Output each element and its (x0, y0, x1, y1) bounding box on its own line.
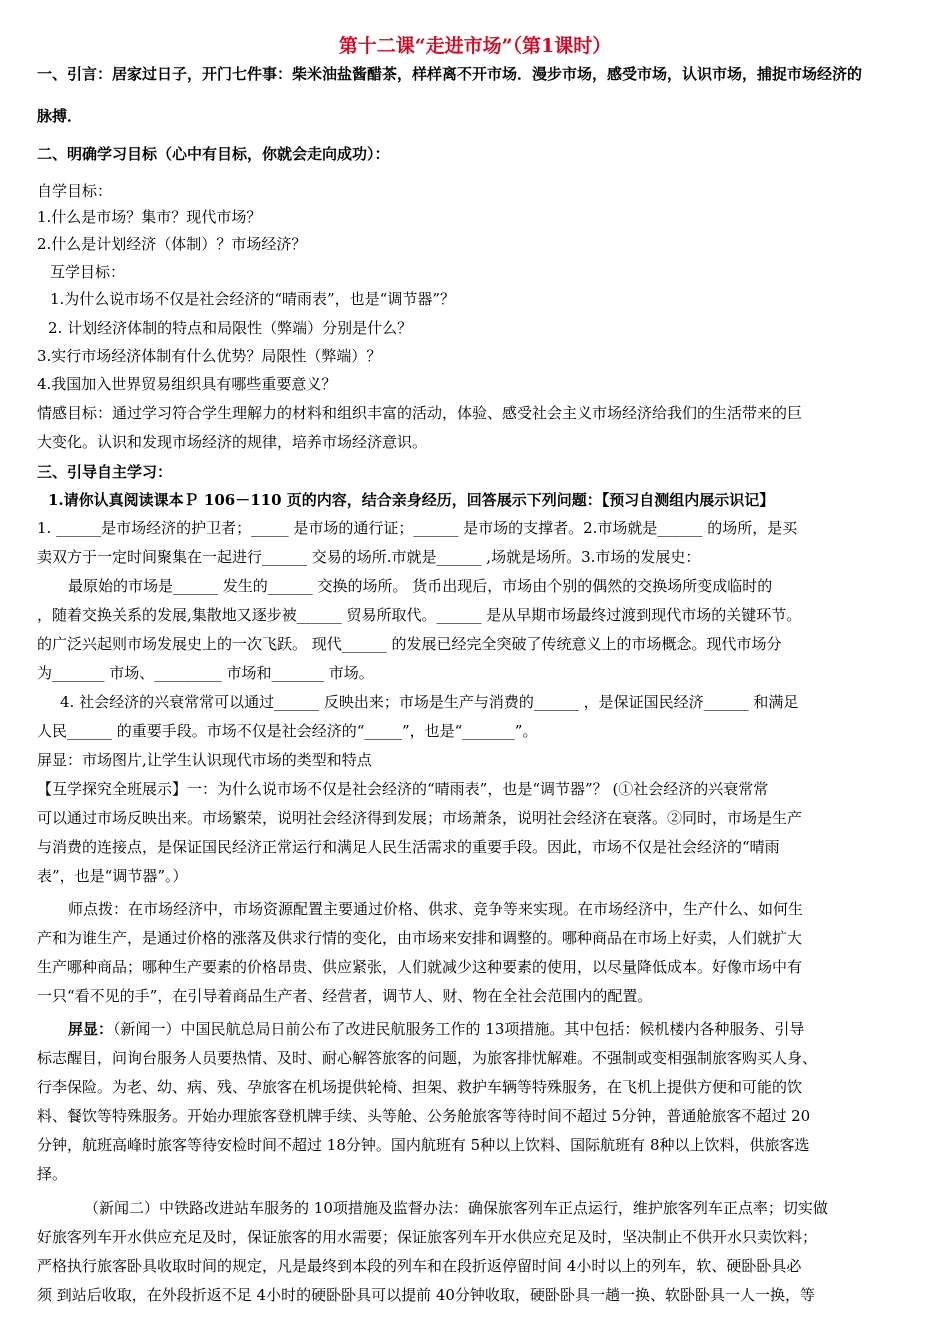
fill-in-line: ，随着交换关系的发展,集散地又逐步被______ 贸易所取代。______ 是从早期市场最终过渡到现代市场的关键环节。 (37, 606, 802, 624)
intro-paragraph-line: 脉搏． (37, 107, 83, 125)
news-one-line (68, 1019, 804, 1039)
teacher-guidance-line: 师点拨：在市场经济中，市场资源配置主要通过价格、供求、竞争等来实现。在市场经济中，生产什么、如何生 (68, 900, 804, 918)
news-one-text: （新闻一）中国民航总局日前公布了改进民航服务工作的 13项措施。其中包括：候机楼内各种服务、引导 (113, 1020, 805, 1038)
teacher-guidance-line: 一只“看不见的手”，在引导着商品生产者、经营者，调节人、财、物在全社会范围内的配置。 (37, 987, 653, 1005)
fill-in-line: 卖双方于一定时间聚集在一起进行______ 交易的场所.市就是______ ,场就是场所。3.市场的发展史： (37, 548, 701, 566)
teacher-guidance-line: 生产哪种商品；哪种生产要素的价格昂贵、供应紧张，人们就减少这种要素的使用，以尽量降低成本。好像市场中有 (37, 958, 803, 976)
news-one-line: 料、餐饮等特殊服务。开始办理旅客登机牌手续、头等舱、公务舱旅客等待时间不超过 5分钟，普通舱旅客不超过 20 (37, 1107, 811, 1125)
section-heading: 三、引导自主学习： (37, 463, 173, 481)
fill-in-line: 最原始的市场是______ 发生的______ 交换的场所。 货币出现后，市场由个别的偶然的交换场所变成临时的 (68, 577, 773, 595)
section-heading: 二、明确学习目标（心中有目标，你就会走向成功）： (37, 145, 390, 163)
fill-in-line: 4. 社会经济的兴衰常常可以通过______ 反映出来；市场是生产与消费的______ ，是保证国民经济______ 和满足 (60, 693, 799, 711)
self-study-goal-item: 2.什么是计划经济（体制）？市场经济？ (37, 235, 307, 253)
fill-in-line: 的广泛兴起则市场发展史上的一次飞跃。 现代______ 的发展已经完全突破了传统意义上的市场概念。现代市场分 (37, 635, 782, 653)
intro-paragraph-line: 一、引言：居家过日子，开门七件事：柴米油盐酱醋茶，样样离不开市场．漫步市场，感受市场，认识市场，捕捉市场经济的 (37, 65, 863, 83)
news-two-line: （新闻二）中铁路改进站车服务的 10项措施及监督办法：确保旅客列车正点运行，维护旅客列车正点率；切实做 (84, 1199, 828, 1217)
lesson-title: 第十二课“走进市场”（第1课时） (338, 35, 612, 57)
fill-in-line: 为_______ 市场、_________ 市场和_______ 市场。 (37, 664, 374, 682)
mutual-study-goal-item: 1.为什么说市场不仅是社会经济的“晴雨表”，也是“调节器”？ (50, 290, 455, 308)
explore-paragraph-line: 表”，也是“调节器”。） (37, 867, 188, 885)
screen-display-label: 屏显： (68, 1020, 114, 1038)
fill-in-line: 1. ______是市场经济的护卫者；_____ 是市场的通行证；______ 是市场的支撑者。2.市场就是______ 的场所，是买 (37, 519, 798, 537)
news-one-line: 标志醒目，问询台服务人员要热情、及时、耐心解答旅客的问题，为旅客排忧解难。不强制或变相强制旅客购买人身、 (37, 1049, 818, 1067)
fill-in-line: 人民______ 的重要手段。市场不仅是社会经济的“_____”，也是“_______”。 (37, 722, 538, 740)
mutual-study-goal-item: 4.我国加入世界贸易组织具有哪些重要意义？ (37, 375, 337, 393)
emotion-goal-line: 情感目标：通过学习符合学生理解力的材料和组织丰富的活动，体验、感受社会主义市场经济给我们的生活带来的巨 (37, 404, 803, 422)
task-heading: 1.请你认真阅读课本Ｐ 106－110 页的内容，结合亲身经历，回答展示下列问题：【预习自测组内展示识记】 (48, 491, 775, 509)
emotion-goal-line: 大变化。认识和发现市场经济的规律，培养市场经济意识。 (37, 433, 428, 451)
teacher-guidance-line: 产和为谁生产，是通过价格的涨落及供求行情的变化，由市场来安排和调整的。哪种商品在市场上好卖，人们就扩大 (37, 929, 803, 947)
mutual-study-goal-item: 2. 计划经济体制的特点和局限性（弊端）分别是什么？ (48, 319, 413, 337)
mutual-study-goals-label: 互学目标： (50, 263, 126, 281)
news-two-line: 好旅客列车开水供应充足及时，保证旅客的用水需要；保证旅客列车开水供应充足及时，坚决制止不供开水只卖饮料； (37, 1228, 818, 1246)
explore-paragraph-line: 可以通过市场反映出来。市场繁荣，说明社会经济得到发展；市场萧条，说明社会经济在衰落。②同时，市场是生产 (37, 809, 803, 827)
self-study-goal-item: 1.什么是市场？集市？现代市场？ (37, 208, 262, 226)
explore-paragraph-line: 【互学探究全班展示】一：为什么说市场不仅是社会经济的“晴雨表”，也是“调节器”？ (①社会经济的兴衰常常 (37, 780, 769, 798)
news-one-line: 分钟，航班高峰时旅客等待安检时间不超过 18分钟。国内航班有 5种以上饮料、国际航班有 8种以上饮料，供旅客选 (37, 1136, 810, 1154)
news-one-line: 择。 (37, 1165, 68, 1183)
mutual-study-goal-item: 3.实行市场经济体制有什么优势？局限性（弊端）？ (37, 347, 382, 365)
explore-paragraph-line: 与消费的连接点，是保证国民经济正常运行和满足人民生活需求的重要手段。因此，市场不仅是社会经济的“晴雨 (37, 838, 780, 856)
news-two-line: 须 到站后收取，在外段折返不足 4小时的硬卧卧具可以提前 40分钟收取，硬卧卧具一趟一换、软卧卧具一人一换，等 (37, 1286, 815, 1304)
screen-display-note: 屏显：市场图片,让学生认识现代市场的类型和特点 (37, 751, 372, 769)
news-two-line: 严格执行旅客卧具收取时间的规定，凡是最终到本段的列车和在段折返停留时间 4小时以上的列车，软、硬卧卧具必 (37, 1257, 802, 1275)
news-one-line: 行李保险。为老、幼、病、残、孕旅客在机场提供轮椅、担架、救护车辆等特殊服务，在飞机上提供方便和可能的饮 (37, 1078, 803, 1096)
self-study-goals-label: 自学目标： (37, 182, 113, 200)
